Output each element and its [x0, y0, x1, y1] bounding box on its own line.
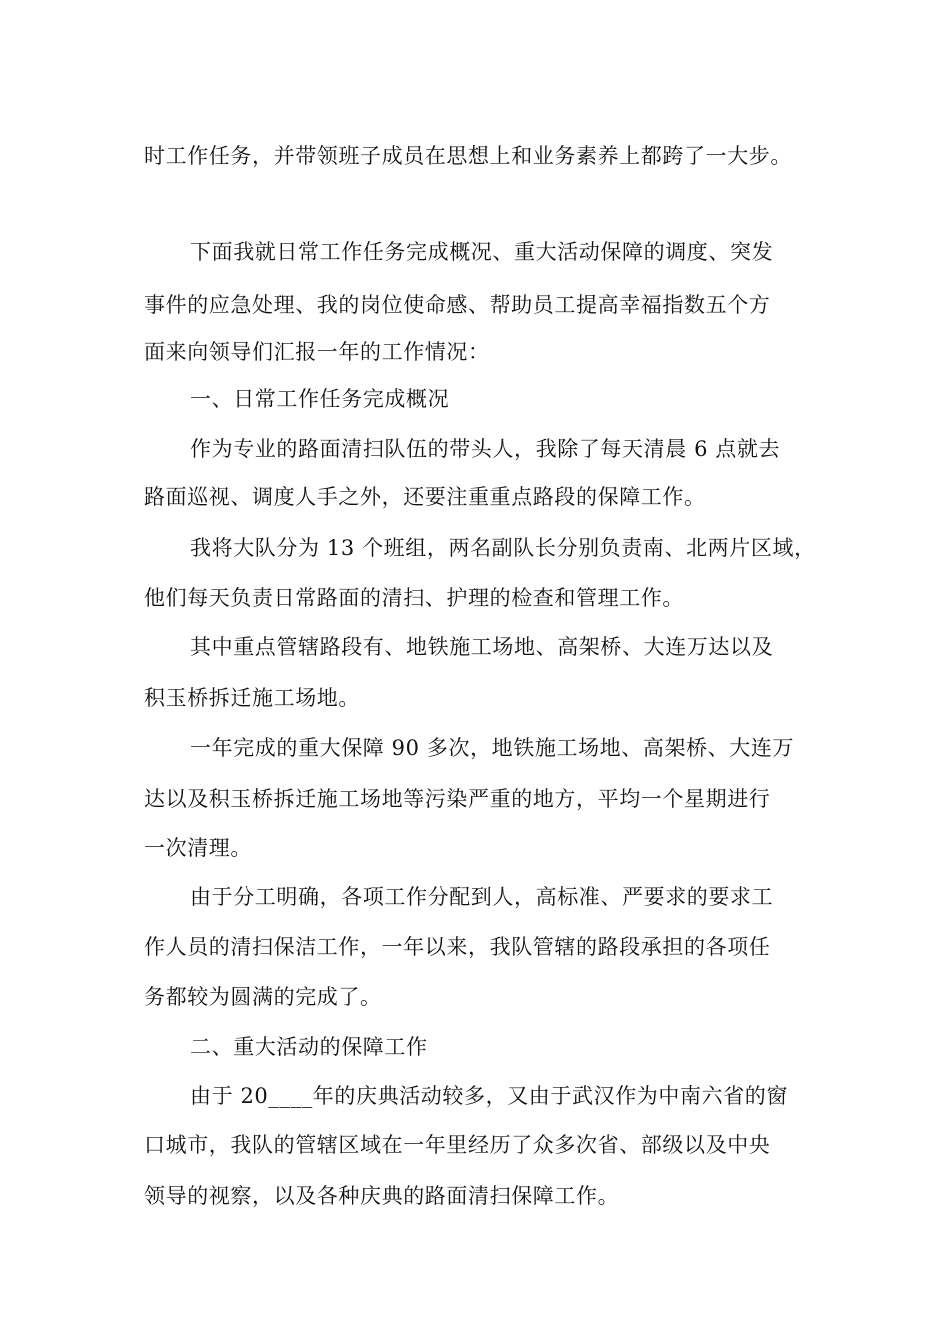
section-heading-2: 二、重大活动的保障工作 — [190, 1035, 428, 1059]
text-line-3: 事件的应急处理、我的岗位使命感、帮助员工提高幸福指数五个方 — [144, 293, 771, 317]
text-line-9: 他们每天负责日常路面的清扫、护理的检查和管理工作。 — [144, 586, 684, 610]
text-line-21: 领导的视察，以及各种庆典的路面清扫保障工作。 — [144, 1184, 620, 1208]
text-line-13: 达以及积玉桥拆迁施工场地等污染严重的地方，平均一个星期进行 — [144, 787, 771, 811]
text-line-17: 务都较为圆满的完成了。 — [144, 985, 382, 1009]
text-line-8: 我将大队分为 13 个班组，两名副队长分别负责南、北两片区域， — [190, 536, 816, 560]
text-line-7: 路面巡视、调度人手之外，还要注重重点路段的保障工作。 — [144, 485, 706, 509]
text-line-2: 下面我就日常工作任务完成概况、重大活动保障的调度、突发 — [190, 240, 774, 264]
text-line-15: 由于分工明确，各项工作分配到人，高标准、严要求的要求工 — [190, 885, 774, 909]
text-line-14: 一次清理。 — [144, 836, 252, 860]
text-line-6: 作为专业的路面清扫队伍的带头人，我除了每天清晨 6 点就去 — [190, 437, 781, 461]
text-line-10: 其中重点管辖路段有、地铁施工场地、高架桥、大连万达以及 — [190, 635, 774, 659]
text-line-1: 时工作任务，并带领班子成员在思想上和业务素养上都跨了一大步。 — [144, 144, 792, 168]
text-line-11: 积玉桥拆迁施工场地。 — [144, 686, 360, 710]
text-line-12: 一年完成的重大保障 90 多次，地铁施工场地、高架桥、大连万 — [190, 736, 795, 760]
text-line-16: 作人员的清扫保洁工作，一年以来，我队管辖的路段承担的各项任 — [144, 935, 771, 959]
text-line-20: 口城市，我队的管辖区域在一年里经历了众多次省、部级以及中央 — [144, 1133, 771, 1157]
text-line-19: 由于 20____年的庆典活动较多，又由于武汉作为中南六省的窗 — [190, 1084, 788, 1108]
section-heading-1: 一、日常工作任务完成概况 — [190, 387, 450, 411]
text-line-4: 面来向领导们汇报一年的工作情况： — [144, 340, 490, 364]
